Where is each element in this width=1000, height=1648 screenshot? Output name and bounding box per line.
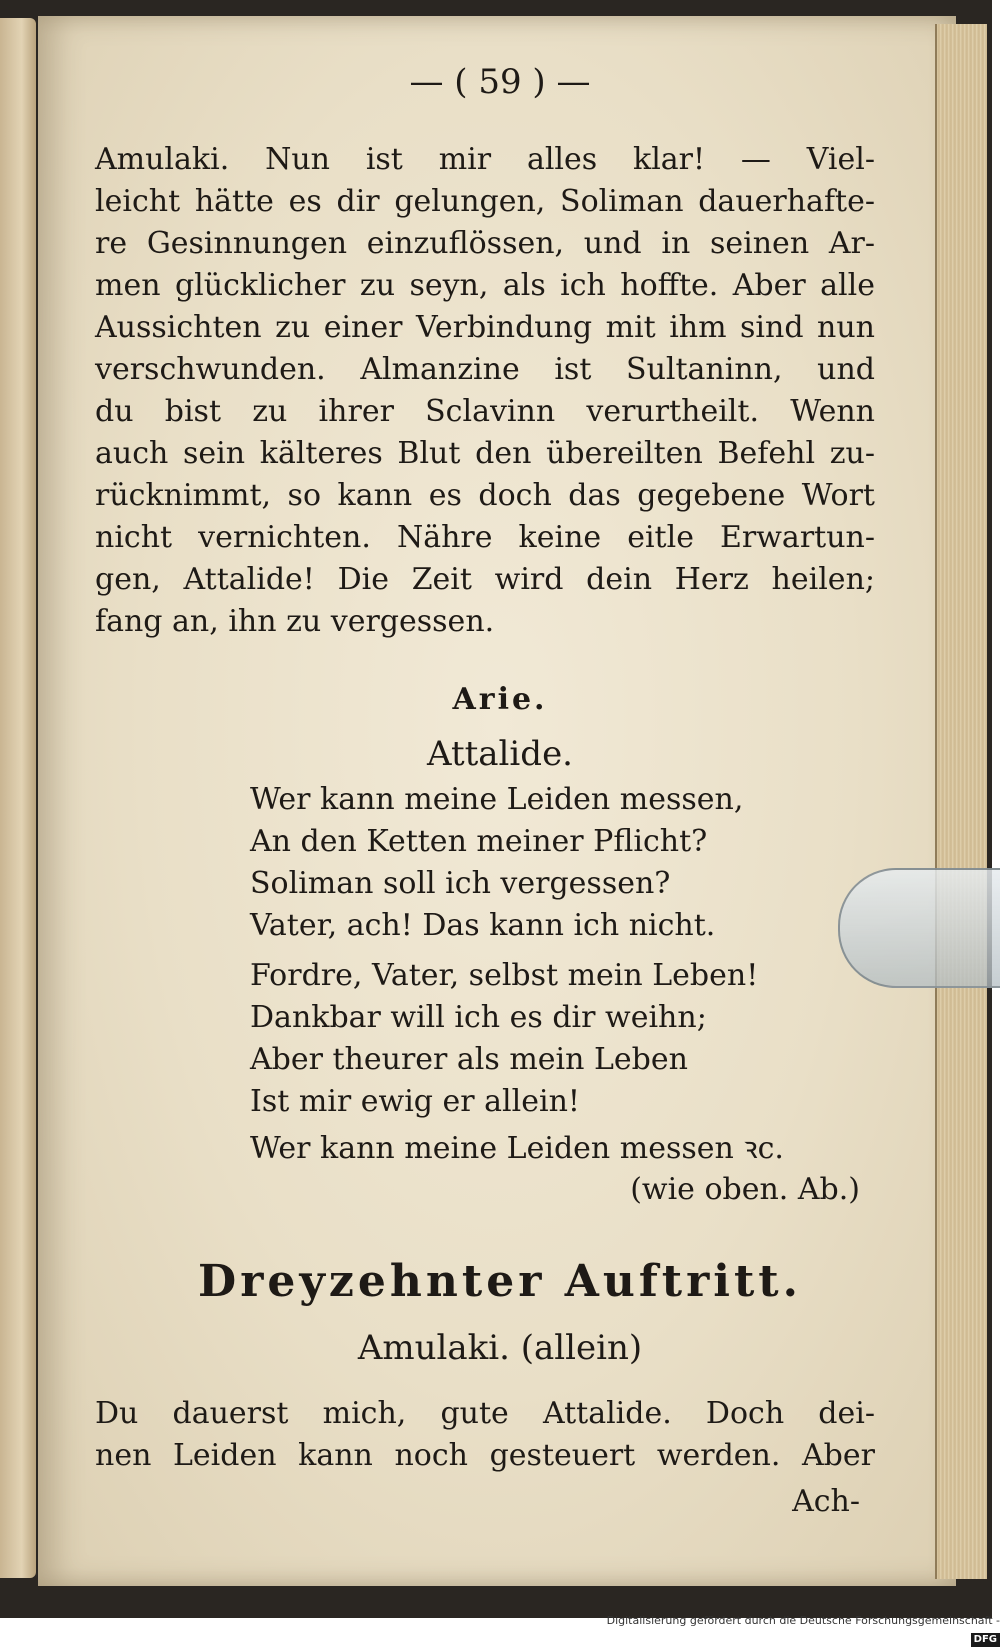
dialogue-line: Aussichten zu einer Verbindung mit ihm sind nun: [95, 310, 875, 345]
digitization-credit: [600, 1612, 1000, 1645]
verse-line: Soliman soll ich vergessen?: [250, 866, 671, 901]
dialogue-line: du bist zu ihrer Sclavinn verurtheilt. Wenn: [95, 394, 875, 429]
dialogue-line: nen Leiden kann noch gesteuert werden. Aber: [95, 1438, 875, 1473]
verse-line: Ist mir ewig er allein!: [250, 1084, 580, 1119]
dialogue-line: nicht vernichten. Nähre keine eitle Erwartun-: [95, 520, 875, 555]
dialogue-line: re Gesinnungen einzuflössen, und in seinen Ar-: [95, 226, 875, 261]
page-clip: [838, 868, 1000, 988]
dialogue-line: gen, Attalide! Die Zeit wird dein Herz heilen;: [95, 562, 875, 597]
dialogue-line: Du dauerst mich, gute Attalide. Doch dei-: [95, 1396, 875, 1431]
verse-line: An den Ketten meiner Pflicht?: [250, 824, 708, 859]
dialogue-line: auch sein kälteres Blut den übereilten Befehl zu-: [95, 436, 875, 471]
credit-text: Digitalisierung gefördert durch die Deutsche Forschungsgemeinschaft -: [606, 1614, 1000, 1627]
dfg-logo: DFG: [971, 1633, 1000, 1647]
scene-speaker: Amulaki. (allein): [357, 1328, 643, 1368]
verse-line: Dankbar will ich es dir weihn;: [250, 1000, 707, 1035]
dialogue-line: verschwunden. Almanzine ist Sultaninn, und: [95, 352, 875, 387]
dialogue-line: Amulaki. Nun ist mir alles klar! — Viel-: [95, 142, 875, 177]
catchword: Ach-: [792, 1484, 860, 1519]
aria-heading: Arie.: [452, 682, 548, 717]
aria-speaker: Attalide.: [427, 734, 573, 774]
verse-line: Wer kann meine Leiden messen ꝛc.: [250, 1131, 784, 1166]
scene-heading: Dreyzehnter Auftritt.: [198, 1256, 802, 1307]
verse-line: Wer kann meine Leiden messen,: [250, 782, 744, 817]
verse-line: Fordre, Vater, selbst mein Leben!: [250, 958, 759, 993]
dialogue-line: rücknimmt, so kann es doch das gegebene Wort: [95, 478, 875, 513]
dialogue-line: fang an, ihn zu vergessen.: [95, 604, 495, 639]
verse-line: Aber theurer als mein Leben: [250, 1042, 688, 1077]
verse-line: Vater, ach! Das kann ich nicht.: [250, 908, 716, 943]
stage-direction: (wie oben. Ab.): [630, 1172, 860, 1207]
page-number: — ( 59 ) —: [409, 62, 591, 102]
dialogue-line: men glücklicher zu seyn, als ich hoffte. Aber alle: [95, 268, 875, 303]
dialogue-line: leicht hätte es dir gelungen, Soliman dauerhafte-: [95, 184, 875, 219]
